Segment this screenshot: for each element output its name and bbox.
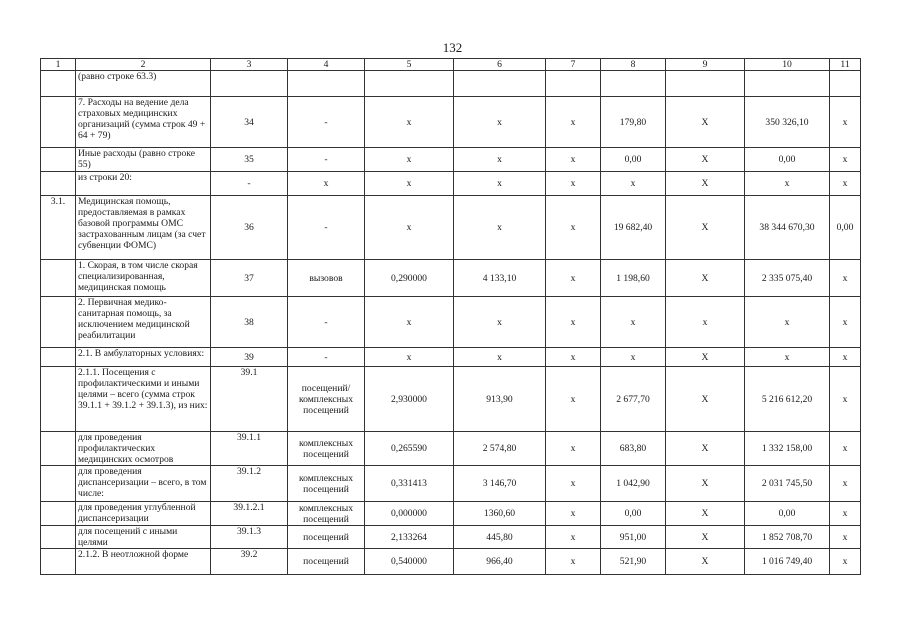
table-row — [41, 502, 861, 526]
table-cell-col7: х — [546, 367, 601, 432]
table-cell-col10: 350 326,10 — [745, 97, 830, 148]
table-cell-col7: х — [546, 432, 601, 466]
table-cell-col9: Х — [666, 348, 745, 367]
table-cell-col8: х — [601, 297, 666, 348]
table-cell-col8: 2 677,70 — [601, 367, 666, 432]
table-cell-col1 — [41, 526, 76, 549]
table-row — [41, 526, 861, 549]
table-cell-col2: 2.1.2. В неотложной форме — [76, 549, 211, 575]
table-cell-col2: (равно строке 63.3) — [76, 71, 211, 97]
table-cell-col3: 38 — [211, 297, 288, 348]
table-cell-col1 — [41, 348, 76, 367]
header-cell: 2 — [76, 59, 211, 71]
table-cell-col2: 2.1. В амбулаторных условиях: — [76, 348, 211, 367]
table-cell-col6: 966,40 — [454, 549, 546, 575]
table-cell-col6: х — [454, 348, 546, 367]
table-cell-col9: Х — [666, 367, 745, 432]
table-cell-col1 — [41, 297, 76, 348]
table-cell-col9: Х — [666, 172, 745, 196]
table-cell-col1 — [41, 549, 76, 575]
table-cell-col4: комплексных посещений — [288, 466, 365, 502]
table-cell-col6: 2 574,80 — [454, 432, 546, 466]
header-cell: 8 — [601, 59, 666, 71]
table-cell-col7: х — [546, 297, 601, 348]
table-row — [41, 432, 861, 466]
table-cell-col1 — [41, 260, 76, 297]
table-cell-col8: 951,00 — [601, 526, 666, 549]
table-cell-col10: 2 031 745,50 — [745, 466, 830, 502]
table-cell-col3: - — [211, 172, 288, 196]
table-cell-col11: х — [830, 297, 861, 348]
table-row — [41, 172, 861, 196]
table-cell-col9: Х — [666, 549, 745, 575]
table-cell-col1 — [41, 148, 76, 172]
table-cell-col2: 2. Первичная медико-санитарная помощь, за исключением медицинской реабилитации — [76, 297, 211, 348]
table-row — [41, 260, 861, 297]
table-cell-col6: х — [454, 148, 546, 172]
table-cell-col11: 0,00 — [830, 196, 861, 260]
table-cell-col4: посещений — [288, 526, 365, 549]
table-cell-col4: посещений/комплексных посещений — [288, 367, 365, 432]
table-cell-col10: 0,00 — [745, 148, 830, 172]
table-cell-col7: х — [546, 549, 601, 575]
table-cell-col6: 1360,60 — [454, 502, 546, 526]
table-cell-col2: для проведения диспансеризации – всего, в том числе: — [76, 466, 211, 502]
table-cell-col8: 1 042,90 — [601, 466, 666, 502]
table-cell-col7: х — [546, 526, 601, 549]
table-cell-col5: 0,540000 — [365, 549, 454, 575]
table-cell-col9: Х — [666, 432, 745, 466]
table-cell-col8: 19 682,40 — [601, 196, 666, 260]
table-cell-col11: х — [830, 526, 861, 549]
table-cell-col6: х — [454, 172, 546, 196]
table-cell-col2: Иные расходы (равно строке 55) — [76, 148, 211, 172]
table-cell-col9: Х — [666, 196, 745, 260]
table-cell-col7: х — [546, 196, 601, 260]
table-cell-col5: 0,000000 — [365, 502, 454, 526]
header-cell: 3 — [211, 59, 288, 71]
table-cell-col1 — [41, 172, 76, 196]
table-cell-col10 — [745, 71, 830, 97]
table-cell-col3: 39.2 — [211, 549, 288, 575]
table-cell-col1 — [41, 466, 76, 502]
page-number: 132 — [442, 40, 463, 55]
table-cell-col11: х — [830, 348, 861, 367]
table-cell-col11: х — [830, 432, 861, 466]
table-cell-col8: 179,80 — [601, 97, 666, 148]
table-cell-col5: 2,133264 — [365, 526, 454, 549]
table-cell-col7 — [546, 71, 601, 97]
table-cell-col3: 39.1.2 — [211, 466, 288, 502]
table-cell-col5: 0,331413 — [365, 466, 454, 502]
table-cell-col11: х — [830, 97, 861, 148]
table-cell-col5: 2,930000 — [365, 367, 454, 432]
header-cell: 5 — [365, 59, 454, 71]
table-cell-col10: х — [745, 172, 830, 196]
table-cell-col4: - — [288, 348, 365, 367]
header-cell: 11 — [830, 59, 861, 71]
header-cell: 9 — [666, 59, 745, 71]
table-cell-col3: 37 — [211, 260, 288, 297]
table-cell-col10: 5 216 612,20 — [745, 367, 830, 432]
table-row — [41, 367, 861, 432]
table-cell-col10: 1 016 749,40 — [745, 549, 830, 575]
table-cell-col9: Х — [666, 526, 745, 549]
table-cell-col5: 0,290000 — [365, 260, 454, 297]
header-cell: 10 — [745, 59, 830, 71]
table-cell-col5: х — [365, 97, 454, 148]
table-cell-col5: х — [365, 148, 454, 172]
table-cell-col10: 38 344 670,30 — [745, 196, 830, 260]
table-cell-col7: х — [546, 260, 601, 297]
table-cell-col6: 913,90 — [454, 367, 546, 432]
table-cell-col5: х — [365, 196, 454, 260]
table-cell-col6: х — [454, 196, 546, 260]
table-cell-col7: х — [546, 502, 601, 526]
header-cell: 1 — [41, 59, 76, 71]
table-cell-col3: 39.1.1 — [211, 432, 288, 466]
header-cell: 7 — [546, 59, 601, 71]
table-cell-col8: 0,00 — [601, 148, 666, 172]
table-cell-col5: х — [365, 348, 454, 367]
table-cell-col2: 1. Скорая, в том числе скорая специализированная, медицинская помощь — [76, 260, 211, 297]
table-cell-col5: х — [365, 172, 454, 196]
table-cell-col8: 683,80 — [601, 432, 666, 466]
table-cell-col9: Х — [666, 97, 745, 148]
table-cell-col4: вызовов — [288, 260, 365, 297]
table-cell-col9: Х — [666, 148, 745, 172]
table-cell-col11: х — [830, 148, 861, 172]
table-cell-col11: х — [830, 466, 861, 502]
table-cell-col4: х — [288, 172, 365, 196]
table-cell-col3 — [211, 71, 288, 97]
table-cell-col3: 35 — [211, 148, 288, 172]
table-cell-col4: посещений — [288, 549, 365, 575]
table-cell-col2: для посещений с иными целями — [76, 526, 211, 549]
table-cell-col2: для проведения углубленной диспансеризации — [76, 502, 211, 526]
table-cell-col2: для проведения профилактических медицинских осмотров — [76, 432, 211, 466]
table-cell-col4: - — [288, 97, 365, 148]
table-cell-col5 — [365, 71, 454, 97]
table-row — [41, 97, 861, 148]
table-cell-col10: 0,00 — [745, 502, 830, 526]
table-cell-col11: х — [830, 502, 861, 526]
table-row — [41, 297, 861, 348]
header-cell: 4 — [288, 59, 365, 71]
table-cell-col10: х — [745, 348, 830, 367]
table-row — [41, 466, 861, 502]
table-cell-col11: х — [830, 549, 861, 575]
table-cell-col4: - — [288, 297, 365, 348]
table-cell-col9 — [666, 71, 745, 97]
table-cell-col3: 36 — [211, 196, 288, 260]
table-cell-col2: 2.1.1. Посещения с профилактическими и иными целями – всего (сумма строк 39.1.1 + 39.1.2 + 39.1.3), из них: — [76, 367, 211, 432]
table-row — [41, 348, 861, 367]
table-cell-col1 — [41, 502, 76, 526]
table-cell-col7: х — [546, 172, 601, 196]
table-row — [41, 549, 861, 575]
table-cell-col1 — [41, 432, 76, 466]
table-cell-col8: х — [601, 348, 666, 367]
table-cell-col9: Х — [666, 466, 745, 502]
table-cell-col3: 39.1.2.1 — [211, 502, 288, 526]
header-cell: 6 — [454, 59, 546, 71]
table-cell-col1 — [41, 97, 76, 148]
table-cell-col10: 2 335 075,40 — [745, 260, 830, 297]
table-cell-col9: Х — [666, 502, 745, 526]
table-cell-col8: 521,90 — [601, 549, 666, 575]
table-cell-col4: комплексных посещений — [288, 502, 365, 526]
header-row — [41, 59, 861, 71]
table-cell-col3: 34 — [211, 97, 288, 148]
table-cell-col3: 39.1.3 — [211, 526, 288, 549]
table-cell-col1 — [41, 71, 76, 97]
table-cell-col6: 4 133,10 — [454, 260, 546, 297]
table-cell-col4: - — [288, 196, 365, 260]
expenditure-table — [40, 58, 861, 575]
table-cell-col8 — [601, 71, 666, 97]
table-cell-col2: Медицинская помощь, предоставляемая в рамках базовой программы ОМС застрахованным лицам (за счет субвенции ФОМС) — [76, 196, 211, 260]
table-cell-col5: х — [365, 297, 454, 348]
table-row — [41, 148, 861, 172]
table-cell-col4: - — [288, 148, 365, 172]
table-cell-col6: х — [454, 97, 546, 148]
table-cell-col4: комплексных посещений — [288, 432, 365, 466]
table-cell-col5: 0,265590 — [365, 432, 454, 466]
table-row — [41, 71, 861, 97]
table-cell-col7: х — [546, 148, 601, 172]
table-cell-col3: 39.1 — [211, 367, 288, 432]
table-cell-col2: 7. Расходы на ведение дела страховых медицинских организаций (сумма строк 49 + 64 + 79) — [76, 97, 211, 148]
table-cell-col4 — [288, 71, 365, 97]
table-cell-col6: х — [454, 297, 546, 348]
table-cell-col10: 1 332 158,00 — [745, 432, 830, 466]
table-cell-col1 — [41, 367, 76, 432]
table-cell-col11 — [830, 71, 861, 97]
table-cell-col11: х — [830, 367, 861, 432]
table-cell-col9: х — [666, 297, 745, 348]
table-cell-col9: Х — [666, 260, 745, 297]
table-cell-col6: 3 146,70 — [454, 466, 546, 502]
table-cell-col11: х — [830, 260, 861, 297]
table-cell-col6: 445,80 — [454, 526, 546, 549]
table-row — [41, 196, 861, 260]
table-cell-col7: х — [546, 466, 601, 502]
table-cell-col3: 39 — [211, 348, 288, 367]
table-cell-col8: х — [601, 172, 666, 196]
table-cell-col2: из строки 20: — [76, 172, 211, 196]
table-cell-col8: 0,00 — [601, 502, 666, 526]
table-cell-col1: 3.1. — [41, 196, 76, 260]
table-cell-col10: 1 852 708,70 — [745, 526, 830, 549]
table-cell-col7: х — [546, 348, 601, 367]
table-cell-col10: х — [745, 297, 830, 348]
table-cell-col7: х — [546, 97, 601, 148]
table-cell-col6 — [454, 71, 546, 97]
table-cell-col8: 1 198,60 — [601, 260, 666, 297]
table-cell-col11: х — [830, 172, 861, 196]
